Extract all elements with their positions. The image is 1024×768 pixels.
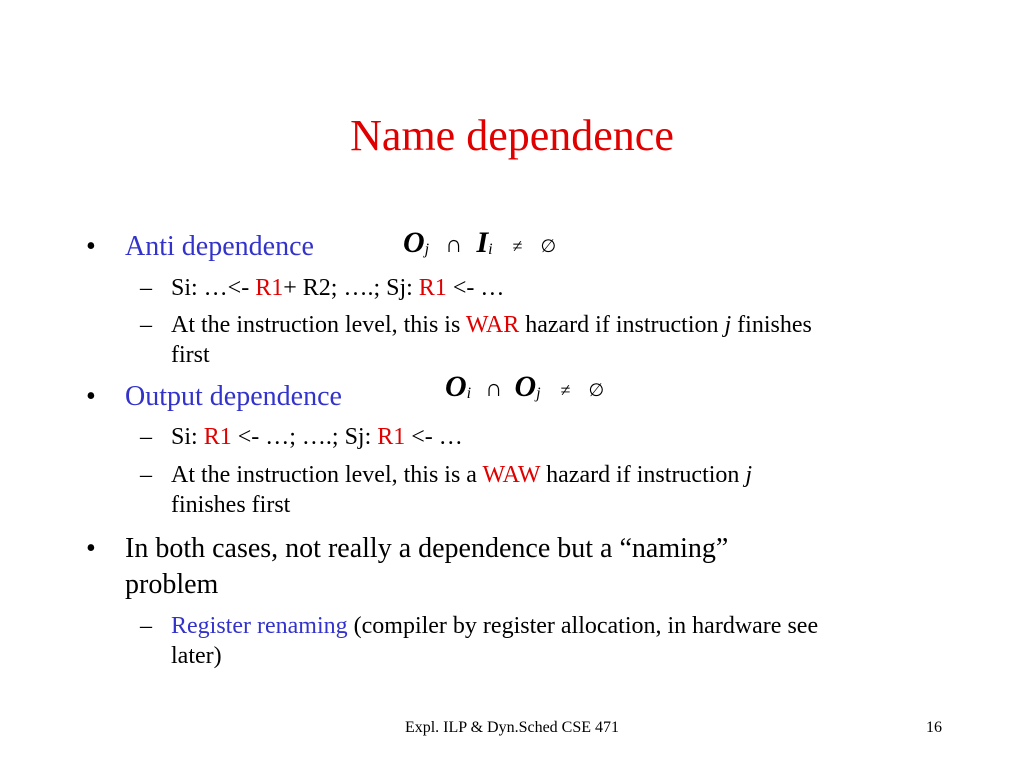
sub-bullet-dash: – — [140, 424, 152, 450]
both-cases-line1: In both cases, not really a dependence but a “naming” — [125, 533, 729, 564]
sub-bullet-dash: – — [140, 462, 152, 488]
renaming-sub1: Register renaming (compiler by register allocation, in hardware see — [171, 613, 819, 639]
slide-title: Name dependence — [350, 111, 674, 160]
output-sub2-line2: finishes first — [171, 492, 291, 518]
sub-bullet-dash: – — [140, 275, 152, 301]
footer-page-number: 16 — [926, 719, 942, 736]
output-sub1: Si: R1 <- …; ….; Sj: R1 <- … — [171, 424, 463, 450]
footer-course: Expl. ILP & Dyn.Sched CSE 471 — [404, 719, 620, 736]
anti-sub2-line2: first — [171, 342, 210, 368]
renaming-sub1-line2: later) — [171, 643, 222, 669]
anti-dependence-label: Anti dependence — [125, 231, 314, 262]
output-sub2: At the instruction level, this is a WAW hazard if instruction j — [171, 462, 753, 488]
sub-bullet-dash: – — [140, 312, 152, 338]
bullet-dot: • — [86, 381, 96, 412]
anti-sub1: Si: …<- R1+ R2; ….; Sj: R1 <- … — [171, 275, 505, 301]
sub-bullet-dash: – — [140, 613, 152, 639]
both-cases-line2: problem — [125, 569, 219, 600]
anti-formula: Oj ∩ Ii ≠ ∅ — [403, 226, 557, 259]
anti-sub2: At the instruction level, this is WAR hazard if instruction j finishes — [171, 312, 812, 338]
output-formula: Oi ∩ Oj ≠ ∅ — [445, 370, 605, 403]
bullet-dot: • — [86, 533, 96, 564]
bullet-dot: • — [86, 231, 96, 262]
output-dependence-label: Output dependence — [125, 381, 342, 412]
